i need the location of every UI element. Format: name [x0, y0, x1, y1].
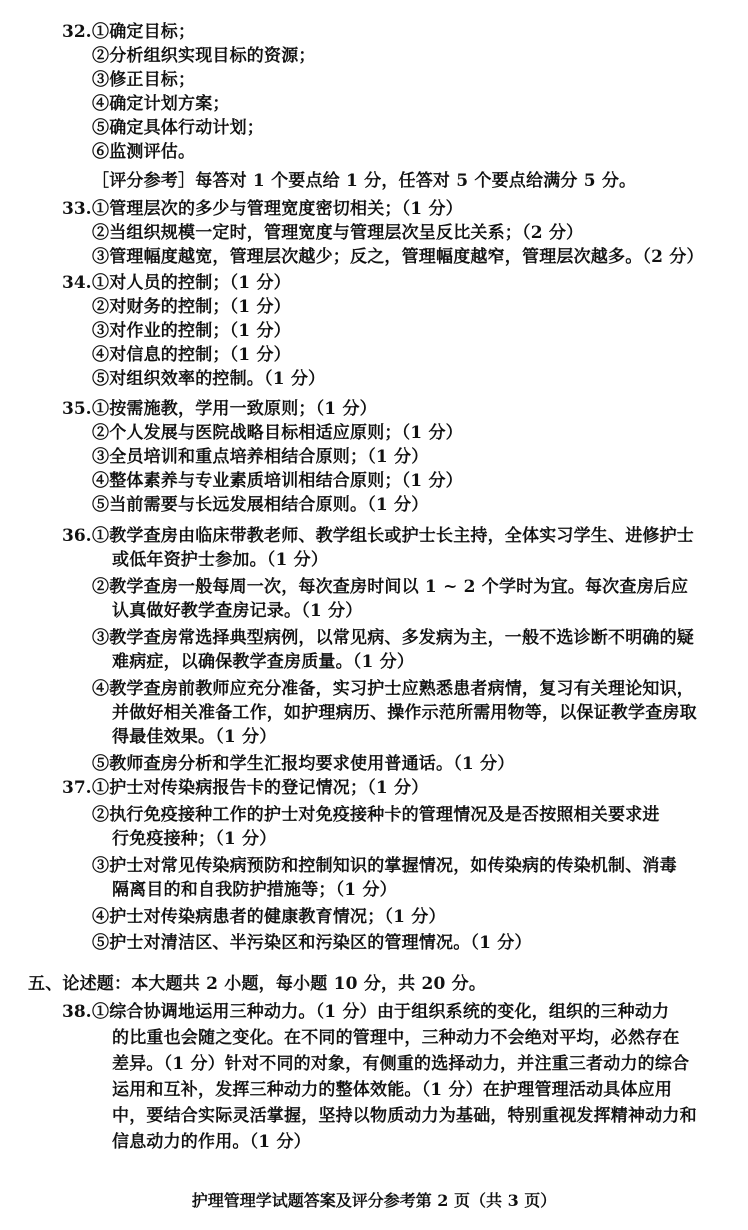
- answer-line-cont: 差异。（1 分）针对不同的对象，有侧重的选择动力，并注重三者动力的综合: [112, 1054, 690, 1074]
- answer-line: ①确定目标；: [92, 22, 196, 42]
- answer-line-cont: 行免疫接种；（1 分）: [112, 829, 277, 849]
- answer-line: ④护士对传染病患者的健康教育情况；（1 分）: [92, 907, 446, 927]
- question-number: 32.: [62, 22, 92, 42]
- answer-line: ⑤确定具体行动计划；: [92, 118, 264, 138]
- answer-line: ①综合协调地运用三种动力。（1 分）由于组织系统的变化，组织的三种动力: [92, 1002, 670, 1022]
- question-number: 36.: [62, 526, 92, 546]
- answer-line: ②分析组织实现目标的资源；: [92, 46, 316, 66]
- question-number: 34.: [62, 273, 92, 293]
- answer-line: ①护士对传染病报告卡的登记情况；（1 分）: [92, 778, 429, 798]
- section-title: 五、论述题：本大题共 2 小题，每小题 10 分，共 20 分。: [28, 974, 487, 994]
- answer-line: ①按需施教，学用一致原则；（1 分）: [92, 399, 377, 419]
- answer-line: ⑤对组织效率的控制。（1 分）: [92, 369, 326, 389]
- answer-line-cont: 或低年资护士参加。（1 分）: [112, 550, 329, 570]
- answer-line-cont: 隔离目的和自我防护措施等；（1 分）: [112, 880, 397, 900]
- answer-line: ⑤当前需要与长远发展相结合原则。（1 分）: [92, 495, 429, 515]
- question-number: 37.: [62, 778, 92, 798]
- answer-line: ③护士对常见传染病预防和控制知识的掌握情况，如传染病的传染机制、消毒: [92, 856, 677, 876]
- answer-line: ④确定计划方案；: [92, 94, 230, 114]
- answer-line-cont: 得最佳效果。（1 分）: [112, 727, 277, 747]
- answer-line-cont: 难病症，以确保教学查房质量。（1 分）: [112, 652, 415, 672]
- answer-line-cont: 中，要结合实际灵活掌握，坚持以物质动力为基础，特别重视发挥精神动力和: [112, 1106, 697, 1126]
- answer-line: ⑤护士对清洁区、半污染区和污染区的管理情况。（1 分）: [92, 933, 532, 953]
- scoring-reference: ［评分参考］每答对 1 个要点给 1 分，任答对 5 个要点给满分 5 分。: [92, 171, 637, 191]
- answer-line: ③全员培训和重点培养相结合原则；（1 分）: [92, 447, 429, 467]
- question-number: 35.: [62, 399, 92, 419]
- answer-line-cont: 的比重也会随之变化。在不同的管理中，三种动力不会绝对平均，必然存在: [112, 1028, 680, 1048]
- answer-line: ⑥监测评估。: [92, 142, 196, 162]
- answer-line: ②执行免疫接种工作的护士对免疫接种卡的管理情况及是否按照相关要求进: [92, 805, 660, 825]
- answer-line: ②教学查房一般每周一次，每次查房时间以 1 ~ 2 个学时为宜。每次查房后应: [92, 577, 689, 597]
- answer-line-cont: 认真做好教学查房记录。（1 分）: [112, 601, 363, 621]
- answer-line: ③修正目标；: [92, 70, 196, 90]
- answer-line: ③对作业的控制；（1 分）: [92, 321, 291, 341]
- answer-line: ④整体素养与专业素质培训相结合原则；（1 分）: [92, 471, 463, 491]
- answer-line-cont: 运用和互补，发挥三种动力的整体效能。（1 分）在护理管理活动具体应用: [112, 1080, 673, 1100]
- answer-line: ②对财务的控制；（1 分）: [92, 297, 291, 317]
- question-number: 38.: [62, 1002, 92, 1022]
- answer-line-cont: 并做好相关准备工作，如护理病历、操作示范所需用物等，以保证教学查房取: [112, 703, 697, 723]
- answer-line: ①管理层次的多少与管理宽度密切相关；（1 分）: [92, 199, 463, 219]
- answer-line: ②个人发展与医院战略目标相适应原则；（1 分）: [92, 423, 463, 443]
- answer-line: ③教学查房常选择典型病例，以常见病、多发病为主，一般不选诊断不明确的疑: [92, 628, 694, 648]
- answer-line: ④对信息的控制；（1 分）: [92, 345, 291, 365]
- question-number: 33.: [62, 199, 92, 219]
- answer-line-cont: 信息动力的作用。（1 分）: [112, 1132, 311, 1152]
- answer-line: ①对人员的控制；（1 分）: [92, 273, 291, 293]
- answer-line: ④教学查房前教师应充分准备，实习护士应熟悉患者病情，复习有关理论知识，: [92, 679, 694, 699]
- answer-line: ③管理幅度越宽，管理层次越少；反之，管理幅度越窄，管理层次越多。（2 分）: [92, 247, 704, 267]
- page-footer: 护理管理学试题答案及评分参考第 2 页（共 3 页）: [191, 1191, 557, 1210]
- answer-line: ①教学查房由临床带教老师、教学组长或护士长主持，全体实习学生、进修护士: [92, 526, 694, 546]
- answer-line: ⑤教师查房分析和学生汇报均要求使用普通话。（1 分）: [92, 754, 515, 774]
- answer-line: ②当组织规模一定时，管理宽度与管理层次呈反比关系；（2 分）: [92, 223, 584, 243]
